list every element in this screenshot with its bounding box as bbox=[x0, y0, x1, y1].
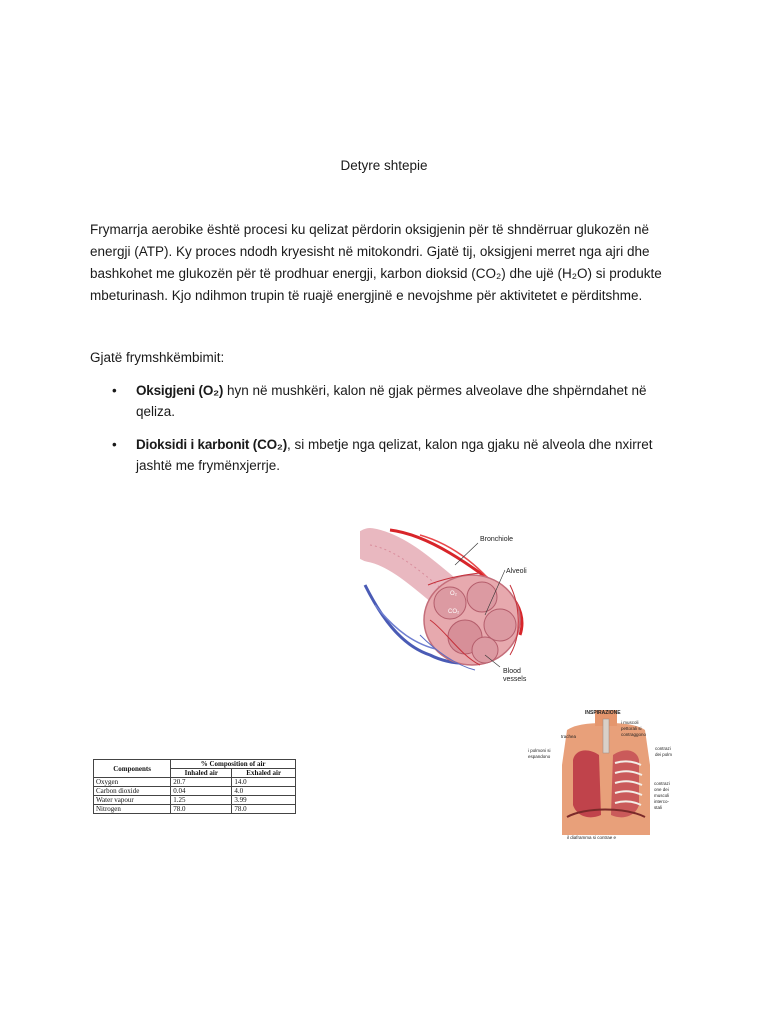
table-cell: Carbon dioxide bbox=[94, 787, 171, 796]
header-inhaled: Inhaled air bbox=[171, 769, 232, 778]
intercostal-label: interco- bbox=[654, 799, 670, 804]
intercostal-label: muscoli bbox=[654, 793, 670, 798]
bullet-text-cont: jashtë me frymënxjerrje. bbox=[136, 458, 281, 473]
paragraph-line: Frymarrja aerobike është procesi ku qelizat përdorin oksigjenin për të shndërruar glukozën në bbox=[90, 222, 650, 237]
table-cell: 78.0 bbox=[232, 805, 296, 814]
bullet-list bbox=[90, 380, 680, 488]
table-cell: Oxygen bbox=[94, 778, 171, 787]
ribs-label: dei polm bbox=[655, 752, 673, 757]
lungs-label: espandono bbox=[528, 754, 551, 759]
muscles-label: pettorali si bbox=[621, 726, 642, 731]
diaphragm-label: il diaframma si contrae e bbox=[567, 835, 617, 840]
table-row bbox=[94, 805, 296, 814]
table-cell: 14.0 bbox=[232, 778, 296, 787]
header-composition: % Composition of air bbox=[171, 760, 296, 769]
table-cell: 1.25 bbox=[171, 796, 232, 805]
paragraph-line: energji (ATP). Ky proces ndodh kryesisht në mitokondri. Gjatë tij, oksigjeni merret nga ajri dhe bbox=[90, 244, 650, 259]
table-cell: 3.99 bbox=[232, 796, 296, 805]
table-cell: Nitrogen bbox=[94, 805, 171, 814]
list-item bbox=[90, 380, 680, 422]
header-exhaled: Exhaled air bbox=[232, 769, 296, 778]
air-composition-table bbox=[93, 759, 296, 814]
table-cell: 20.7 bbox=[171, 778, 232, 787]
bullet-term: Oksigjeni (O₂) bbox=[136, 383, 224, 398]
bullet-text: hyn në mushkëri, kalon në gjak përmes alveolave dhe shpërndahet në bbox=[223, 383, 647, 398]
o2-label: O₂ bbox=[450, 591, 457, 597]
paragraph-line: bashkohet me glukozën për të prodhuar energji, karbon dioksid (CO₂) dhe ujë (H₂O) si produkte bbox=[90, 266, 662, 281]
bullet-text-cont: qeliza. bbox=[136, 404, 176, 419]
table-row bbox=[94, 787, 296, 796]
table-cell: 0.04 bbox=[171, 787, 232, 796]
bullet-marker: • bbox=[112, 437, 117, 452]
vessels-label: vessels bbox=[503, 676, 527, 683]
bronchiole-label: Bronchiole bbox=[480, 536, 514, 543]
inspiration-illustration bbox=[525, 705, 687, 840]
intercostal-label: one dei bbox=[654, 787, 669, 792]
intro-paragraph bbox=[90, 219, 680, 307]
header-components: Components bbox=[94, 760, 171, 778]
table-cell: 4.0 bbox=[232, 787, 296, 796]
trachea-label: trachea bbox=[561, 734, 577, 739]
table-row bbox=[94, 796, 296, 805]
alveoli-label: Alveoli bbox=[506, 568, 527, 575]
bullet-term: Dioksidi i karbonit (CO₂) bbox=[136, 437, 288, 452]
intercostal-label: stali bbox=[654, 805, 663, 810]
list-lead: Gjatë frymshkëmbimit: bbox=[90, 350, 225, 365]
paragraph-line: mbeturinash. Kjo ndihmon trupin të ruajë energjinë e nevojshme për aktivitetet e përditshme. bbox=[90, 288, 643, 303]
ribs-label: contrazi bbox=[655, 746, 671, 751]
bullet-text: , si mbetje nga qelizat, kalon nga gjaku në alveola dhe nxirret bbox=[287, 437, 653, 452]
blood-label: Blood bbox=[503, 668, 521, 675]
table-cell: Water vapour bbox=[94, 796, 171, 805]
alveoli-illustration bbox=[360, 525, 540, 685]
intercostal-label: contrazi bbox=[654, 781, 670, 786]
bullet-marker: • bbox=[112, 383, 117, 398]
muscles-label: contraggono bbox=[621, 732, 647, 737]
lungs-label: i polmoni si bbox=[528, 748, 551, 753]
table-row bbox=[94, 778, 296, 787]
list-item bbox=[90, 434, 680, 476]
table-cell: 78.0 bbox=[171, 805, 232, 814]
muscles-label: i muscoli bbox=[621, 720, 639, 725]
page-title: Detyre shtepie bbox=[340, 158, 428, 173]
co2-label: CO₂ bbox=[448, 609, 460, 615]
inspiration-title: INSPIRAZIONE bbox=[585, 710, 621, 716]
